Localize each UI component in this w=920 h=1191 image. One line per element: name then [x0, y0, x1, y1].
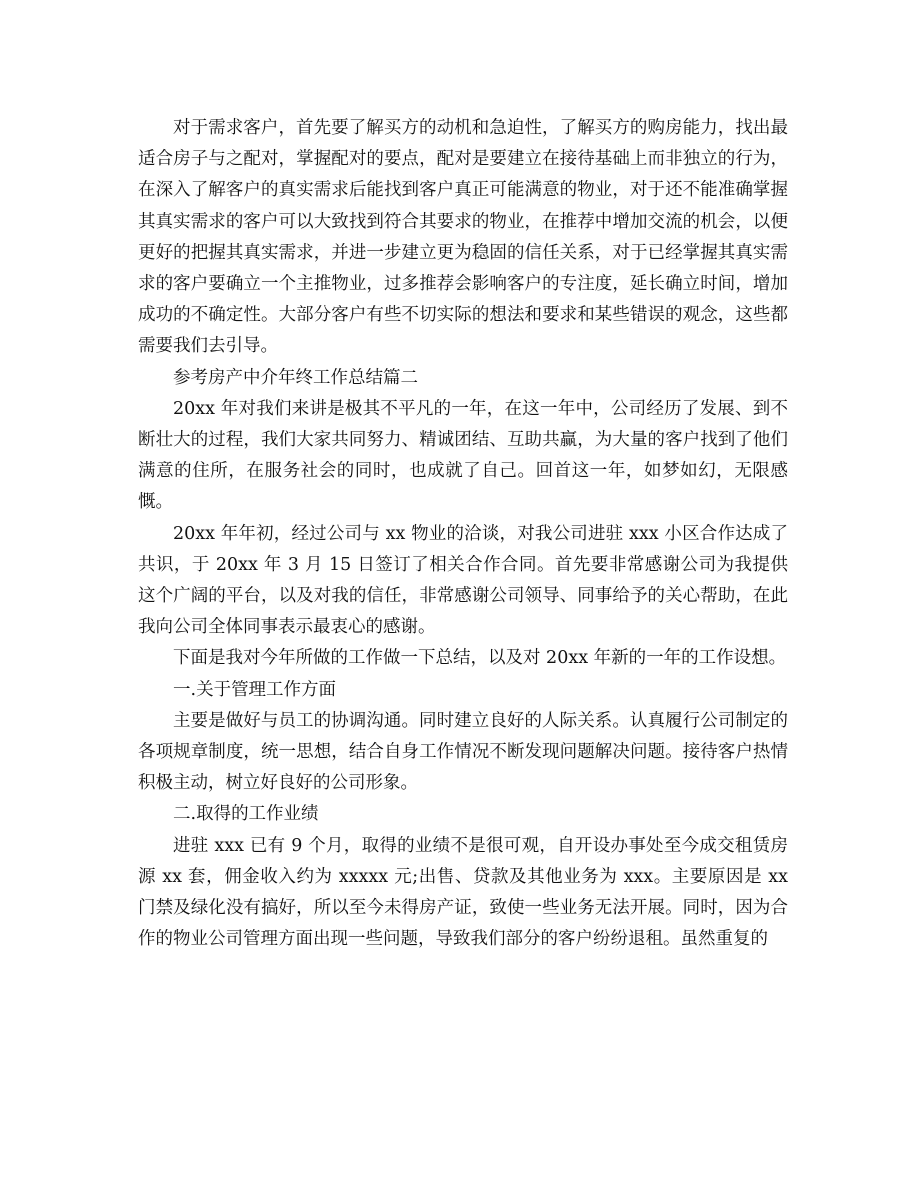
paragraph-year-review: 20xx 年对我们来讲是极其不平凡的一年，在这一年中，公司经历了发展、到不断壮大的过程，我们大家共同努力、精诚团结、互助共赢，为大量的客户找到了他们满意的住所，在服务社会的同时，也成就了自己。回首这一年，如梦如幻，无限感慨。 — [138, 398, 788, 513]
section-heading-achievements: 二.取得的工作业绩 — [173, 804, 319, 825]
paragraph-cooperation: 20xx 年年初，经过公司与 xx 物业的洽谈，对我公司进驻 xxx 小区合作达成了共识，于 20xx 年 3 月 15 日签订了相关合作合同。首先要非常感谢公司为我提供这个广阔的平台，以及对我的信任，非常感谢公司领导、同事给予的关心帮助，在此我向公司全体同事表示最衷心的感谢。 — [138, 523, 788, 638]
paragraph-achievements: 进驻 xxx 已有 9 个月，取得的业绩不是很可观，自开设办事处至今成交租赁房源 xx 套，佣金收入约为 xxxxx 元;出售、贷款及其他业务为 xxx。主要原因是 xx 门禁及绿化没有搞好，所以至今未得房产证，致使一些业务无法开展。同时，因为合作的物业公司管理方面出现一些问题，导致我们部分的客户纷纷退租。虽然重复的 — [138, 835, 788, 950]
section-heading-part-two: 参考房产中介年终工作总结篇二 — [173, 367, 418, 388]
paragraph-summary-intro: 下面是我对今年所做的工作做一下总结，以及对 20xx 年新的一年的工作设想。 — [173, 648, 787, 669]
paragraph-client-needs: 对于需求客户，首先要了解买方的动机和急迫性，了解买方的购房能力，找出最适合房子与之配对，掌握配对的要点，配对是要建立在接待基础上而非独立的行为，在深入了解客户的真实需求后能找到客户真正可能满意的物业，对于还不能准确掌握其真实需求的客户可以大致找到符合其要求的物业，在推荐中增加交流的机会，以便更好的把握其真实需求，并进一步建立更为稳固的信任关系，对于已经掌握其真实需求的客户要确立一个主推物业，过多推荐会影响客户的专注度，延长确立时间，增加成功的不确定性。大部分客户有些不切实际的想法和要求和某些错误的观念，这些都需要我们去引导。 — [138, 118, 788, 357]
section-heading-management: 一.关于管理工作方面 — [173, 679, 337, 700]
document-body — [138, 113, 788, 955]
paragraph-management: 主要是做好与员工的协调沟通。同时建立良好的人际关系。认真履行公司制定的各项规章制度，统一思想，结合自身工作情况不断发现问题解决问题。接待客户热情积极主动，树立好良好的公司形象。 — [138, 710, 788, 794]
